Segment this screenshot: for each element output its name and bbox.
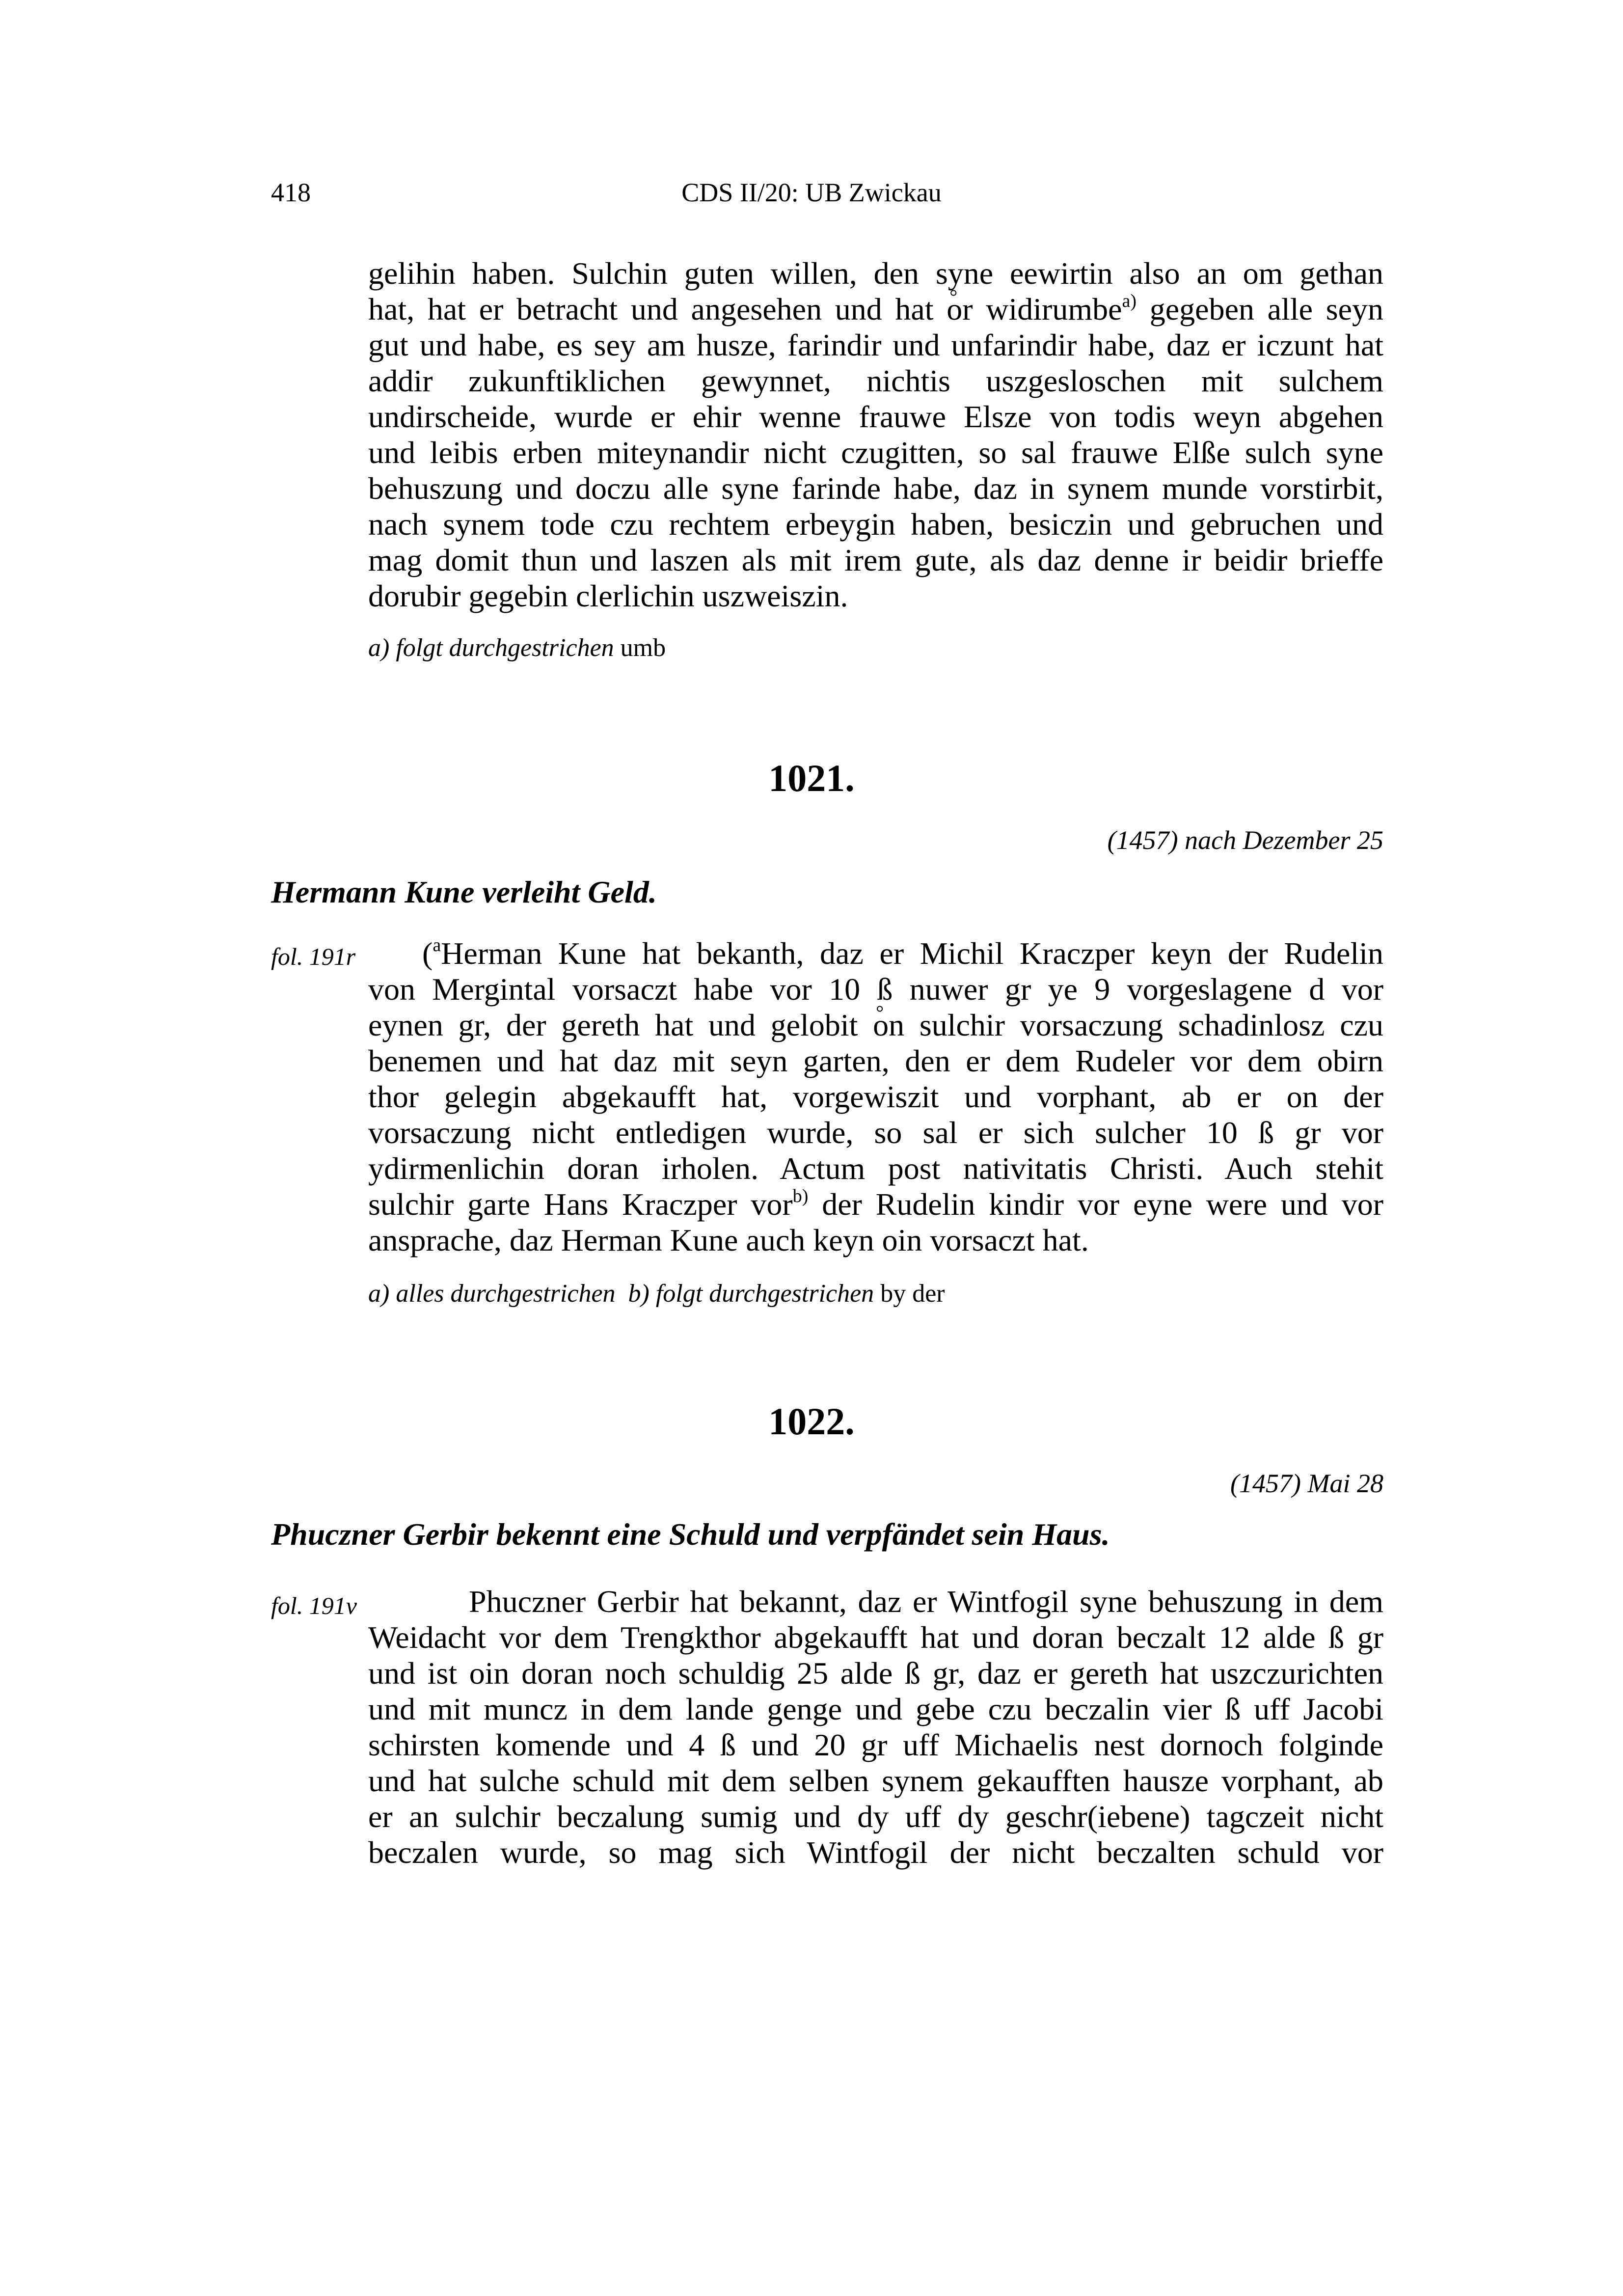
page-number: 418 bbox=[271, 178, 311, 207]
text-line: thor gelegin abgekaufft hat, vorgewiszit und vorphant, ab er on der bbox=[368, 1079, 1383, 1114]
entry-number: 1021. bbox=[768, 757, 855, 799]
text-line: und mit muncz in dem lande genge und gebe czu beczalin vier ß uff Jacobi bbox=[368, 1692, 1383, 1726]
text-line: ansprache, daz Herman Kune auch keyn oin vorsaczt hat. bbox=[368, 1223, 1089, 1257]
entry-title: Hermann Kune verleiht Geld. bbox=[271, 875, 657, 909]
continuation-text bbox=[368, 255, 1383, 614]
text-line: dorubir gegebin clerlichin uszweiszin. bbox=[368, 578, 848, 613]
folio-reference: fol. 191v bbox=[271, 1592, 357, 1619]
text-line: schirsten komende und 4 ß und 20 gr uff Michaelis nest dornoch folginde bbox=[368, 1727, 1383, 1762]
running-title: CDS II/20: UB Zwickau bbox=[681, 178, 942, 207]
text-line: er an sulchir beczalung sumig und dy uff dy geschr(iebene) tagczeit nicht bbox=[368, 1799, 1383, 1834]
entry-title: Phuczner Gerbir bekennt eine Schuld und verpfändet sein Haus. bbox=[271, 1517, 1110, 1552]
text-line: eynen gr, der gereth hat und gelobit on ° sulchir vorsaczung schadinlosz czu bbox=[368, 1007, 1383, 1043]
text-line: und leibis erben miteynandir nicht czugitten, so sal frauwe Elße sulch syne bbox=[368, 435, 1383, 470]
entry-number: 1022. bbox=[768, 1400, 855, 1443]
folio-reference: fol. 191r bbox=[271, 943, 356, 970]
text-line: hat, hat er betracht und angesehen und hat or ° widirumbe$^{a)}$ gegeben alle seyn bbox=[368, 291, 1383, 327]
entry-text bbox=[368, 1584, 1383, 1870]
text-line: nach synem tode czu rechtem erbeygin haben, besiczin und gebruchen und bbox=[368, 507, 1383, 542]
text-line: gelihin haben. Sulchin guten willen, den syne eewirtin also an om gethan bbox=[368, 256, 1383, 291]
text-line: sulchir garte Hans Kraczper vor$^{b)}$ der Rudelin kindir vor eyne were und vor bbox=[368, 1186, 1384, 1222]
text-line: von Mergintal vorsaczt habe vor 10 ß nuwer gr ye 9 vorgeslagene d vor bbox=[368, 972, 1383, 1007]
text-line: und ist oin doran noch schuldig 25 alde ß gr, daz er gereth hat uszczurichten bbox=[368, 1656, 1383, 1691]
footnote: a) folgt durchgestrichen umb bbox=[368, 634, 666, 662]
text-line: mag domit thun und laszen als mit irem gute, als daz denne ir beidir brieffe bbox=[368, 543, 1383, 577]
entry-date: (1457) Mai 28 bbox=[1230, 1469, 1383, 1498]
text-line: vorsaczung nicht entledigen wurde, so sal er sich sulcher 10 ß gr vor bbox=[368, 1115, 1383, 1150]
text-line: undirscheide, wurde er ehir wenne frauwe Elsze von todis weyn abgehen bbox=[368, 399, 1383, 434]
footnote: a) alles durchgestrichen b) folgt durchgestrichen by der bbox=[368, 1280, 945, 1308]
text-line: ydirmenlichin doran irholen. Actum post nativitatis Christi. Auch stehit bbox=[368, 1151, 1383, 1186]
text-line: Phuczner Gerbir hat bekannt, daz er Wintfogil syne behuszung in dem bbox=[469, 1584, 1383, 1619]
text-line: und hat sulche schuld mit dem selben synem gekaufften hausze vorphant, ab bbox=[368, 1763, 1383, 1798]
entry-text bbox=[368, 935, 1383, 1258]
text-line: behuszung und doczu alle syne farinde habe, daz in synem munde vorstirbit, bbox=[368, 471, 1383, 506]
text-line: benemen und hat daz mit seyn garten, den er dem Rudeler vor dem obirn bbox=[368, 1043, 1383, 1078]
entry-date: (1457) nach Dezember 25 bbox=[1107, 825, 1383, 855]
text-line: ($^a$Herman Kune hat bekanth, daz er Michil Kraczper keyn der Rudelin bbox=[422, 935, 1383, 971]
text-line: gut und habe, es sey am husze, farindir und unfarindir habe, daz er iczunt hat bbox=[368, 328, 1383, 362]
text-line: Weidacht vor dem Trengkthor abgekaufft hat und doran beczalt 12 alde ß gr bbox=[368, 1620, 1383, 1655]
text-line: addir zukunftiklichen gewynnet, nichtis uszgesloschen mit sulchem bbox=[368, 363, 1383, 398]
text-line: beczalen wurde, so mag sich Wintfogil der nicht beczalten schuld vor bbox=[368, 1835, 1383, 1870]
